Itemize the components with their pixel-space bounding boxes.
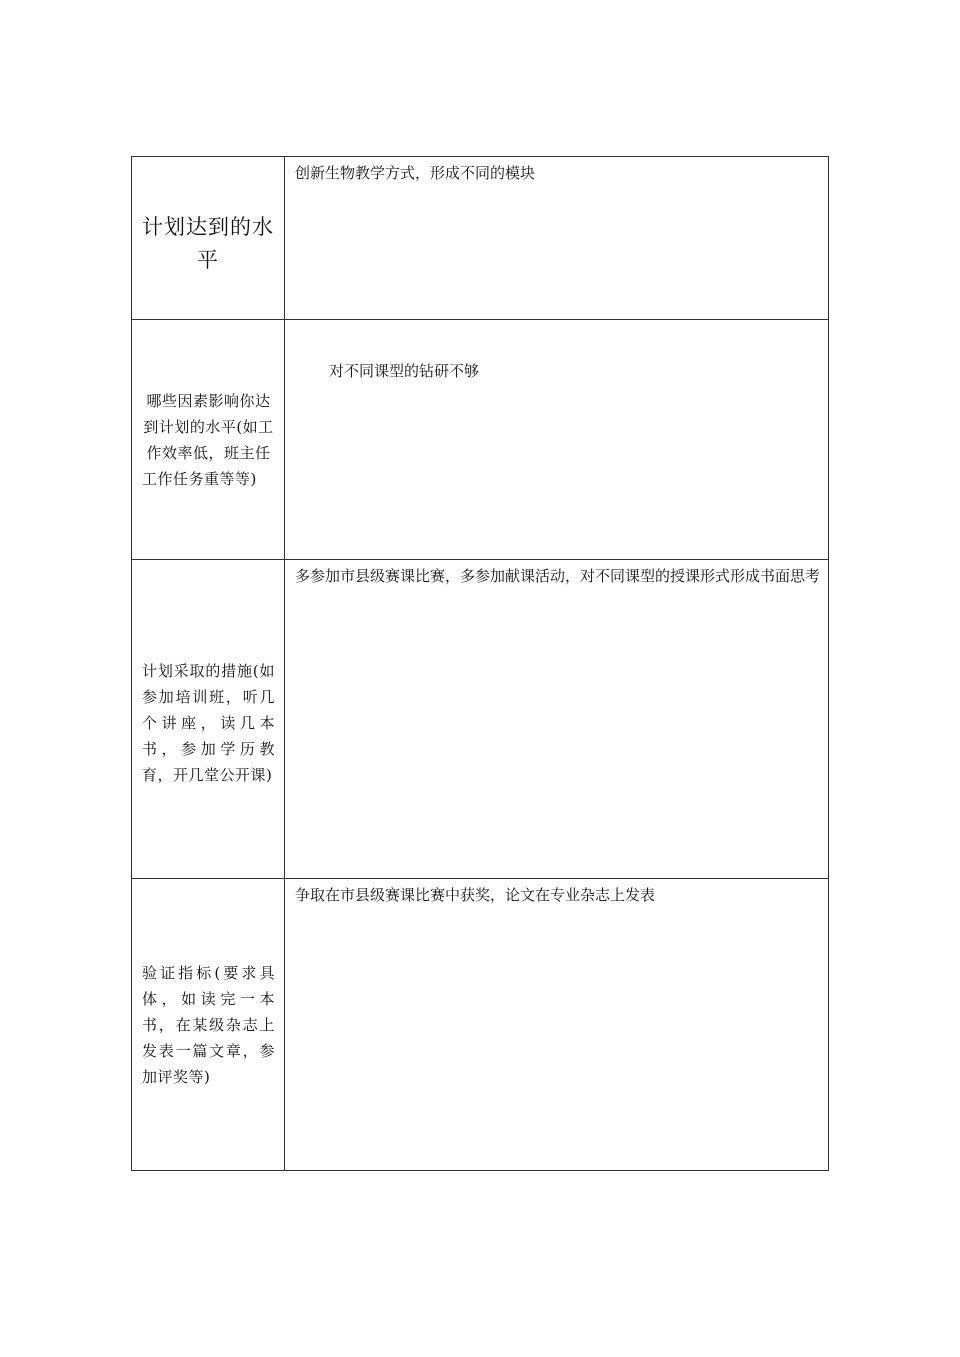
table-row	[132, 879, 829, 1171]
row-value-cell	[285, 560, 829, 879]
row-value: 对不同课型的钻研不够	[329, 362, 480, 380]
row-label: 验证指标(要求具体，如读完一本书，在某级杂志上发表一篇文章，参加评奖等)	[142, 963, 275, 1086]
plan-form-table	[131, 156, 829, 1171]
table-row	[132, 560, 829, 879]
row-value-cell	[285, 320, 829, 560]
row-value: 多参加市县级赛课比赛，多参加献课活动，对不同课型的授课形式形成书面思考	[295, 567, 821, 585]
row-label-cell	[132, 879, 285, 1171]
row-label-cell	[132, 320, 285, 560]
row-label-cell	[132, 157, 285, 320]
table-row	[132, 320, 829, 560]
row-label: 哪些因素影响你达到计划的水平(如工作效率低，班主任工作任务重等等)	[142, 391, 274, 488]
table-row	[132, 157, 829, 320]
row-value-cell	[285, 879, 829, 1171]
row-value-cell	[285, 157, 829, 320]
row-label: 计划采取的措施(如参加培训班，听几个讲座，读几本书，参加学历教育，开几堂公开课)	[142, 662, 275, 784]
row-value: 争取在市县级赛课比赛中获奖，论文在专业杂志上发表	[295, 886, 656, 904]
row-label-cell	[132, 560, 285, 879]
row-value: 创新生物教学方式，形成不同的模块	[295, 164, 536, 182]
row-label: 计划达到的水平	[142, 215, 274, 272]
